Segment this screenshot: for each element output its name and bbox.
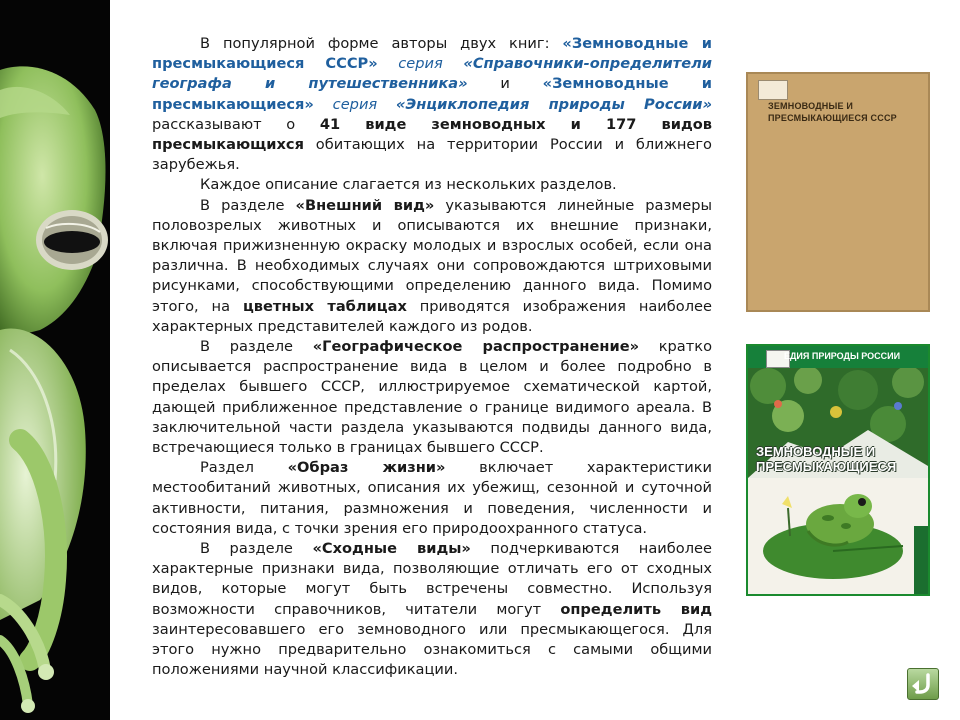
paragraph-intro: В популярной форме авторы двух книг: «Земноводные и пресмыкающиеся СССР» серия «Справочники-определители географа и путешественника» и «Земноводные и пресмыкающиеся» серия «Энциклопедия природы России» рассказывают о 41 виде земноводных и 177 видов пресмыкающихся обитающих на территории России и ближнего зарубежья. xyxy=(152,35,713,174)
paragraph-sections: Каждое описание слагается из нескольких разделов. xyxy=(200,176,617,194)
book-series-text: ЕДИЯ ПРИРОДЫ РОССИИ xyxy=(784,351,901,361)
section-similar-species: «Сходные виды» xyxy=(312,540,471,558)
species-count: 41 виде земноводных и 177 видов пресмыкающихся xyxy=(152,115,712,154)
series-encyclopedia[interactable]: «Энциклопедия природы России» xyxy=(396,95,712,113)
book-cover-russia xyxy=(746,344,930,596)
frog-photo xyxy=(0,0,110,720)
book-cover-russia-title: ЗЕМНОВОДНЫЕ И ПРЕСМЫКАЮЩИЕСЯ xyxy=(756,444,897,474)
book-cover-ussr xyxy=(746,72,930,312)
paragraph-distribution: В разделе «Географическое распространение» кратко описывается распространение вида в целом и более подробно в пределах бывшего СССР, иллюстрируемое схематической картой, дающей приближенное представление о границе видимого ареала. В заключительной части раздела указываются подвиды данного вида, встречающиеся только в границах бывшего СССР. xyxy=(152,338,712,457)
section-lifestyle: «Образ жизни» xyxy=(287,459,446,477)
section-distribution: «Географическое распространение» xyxy=(312,338,640,356)
frog-illustration xyxy=(0,0,110,720)
return-arrow-icon xyxy=(908,669,938,699)
description-text xyxy=(152,34,712,681)
book-side-strip xyxy=(914,526,930,596)
series-handbooks[interactable]: «Справочники-определители географа и путешественника» xyxy=(152,55,713,93)
define-species: определить вид xyxy=(560,600,712,618)
series-word: серия xyxy=(332,95,378,113)
series-word: серия xyxy=(398,55,443,73)
paragraph-appearance: В разделе «Внешний вид» указываются линейные размеры половозрелых животных и описываются их внешние признаки, включая прижизненную окраску молодых и взрослых особей, если она различна. В необходимых случаях они сопровождаются штриховыми рисунками, способствующими определению данного вида. Помимо этого, на цветных таблицах приводятся изображения наиболее характерных представителей каждого из родов. xyxy=(152,196,713,335)
color-tables: цветных таблицах xyxy=(242,297,407,315)
return-button[interactable] xyxy=(907,668,939,700)
library-sticker xyxy=(758,80,788,100)
book-title-ussr[interactable]: «Земноводные и пресмыкающиеся СССР» xyxy=(152,35,712,73)
paragraph-lifestyle: Раздел «Образ жизни» включает характеристики местообитаний животных, описания их убежищ, сезонной и суточной активности, питания, размножения и поведения, численности и состояния вида, с точки зрения его природоохранного статуса. xyxy=(152,459,712,537)
section-appearance: «Внешний вид» xyxy=(295,196,435,214)
book-cover-ussr-title: ЗЕМНОВОДНЫЕ И ПРЕСМЫКАЮЩИЕСЯ СССР xyxy=(768,101,897,123)
book-title-russia[interactable]: «Земноводные и пресмыкающиеся» xyxy=(152,75,713,113)
paragraph-similar-species: В разделе «Сходные виды» подчеркиваются наиболее характерные признаки вида, позволяющие отличать его от сходных видов, которые могут быть встречены совместно. Используя возможности справочников, читатели могут определить вид заинтересовавшего его земноводного или пресмыкающегося. Для этого нужно предварительно ознакомиться с самыми общими положениями научной классификации. xyxy=(152,540,712,679)
